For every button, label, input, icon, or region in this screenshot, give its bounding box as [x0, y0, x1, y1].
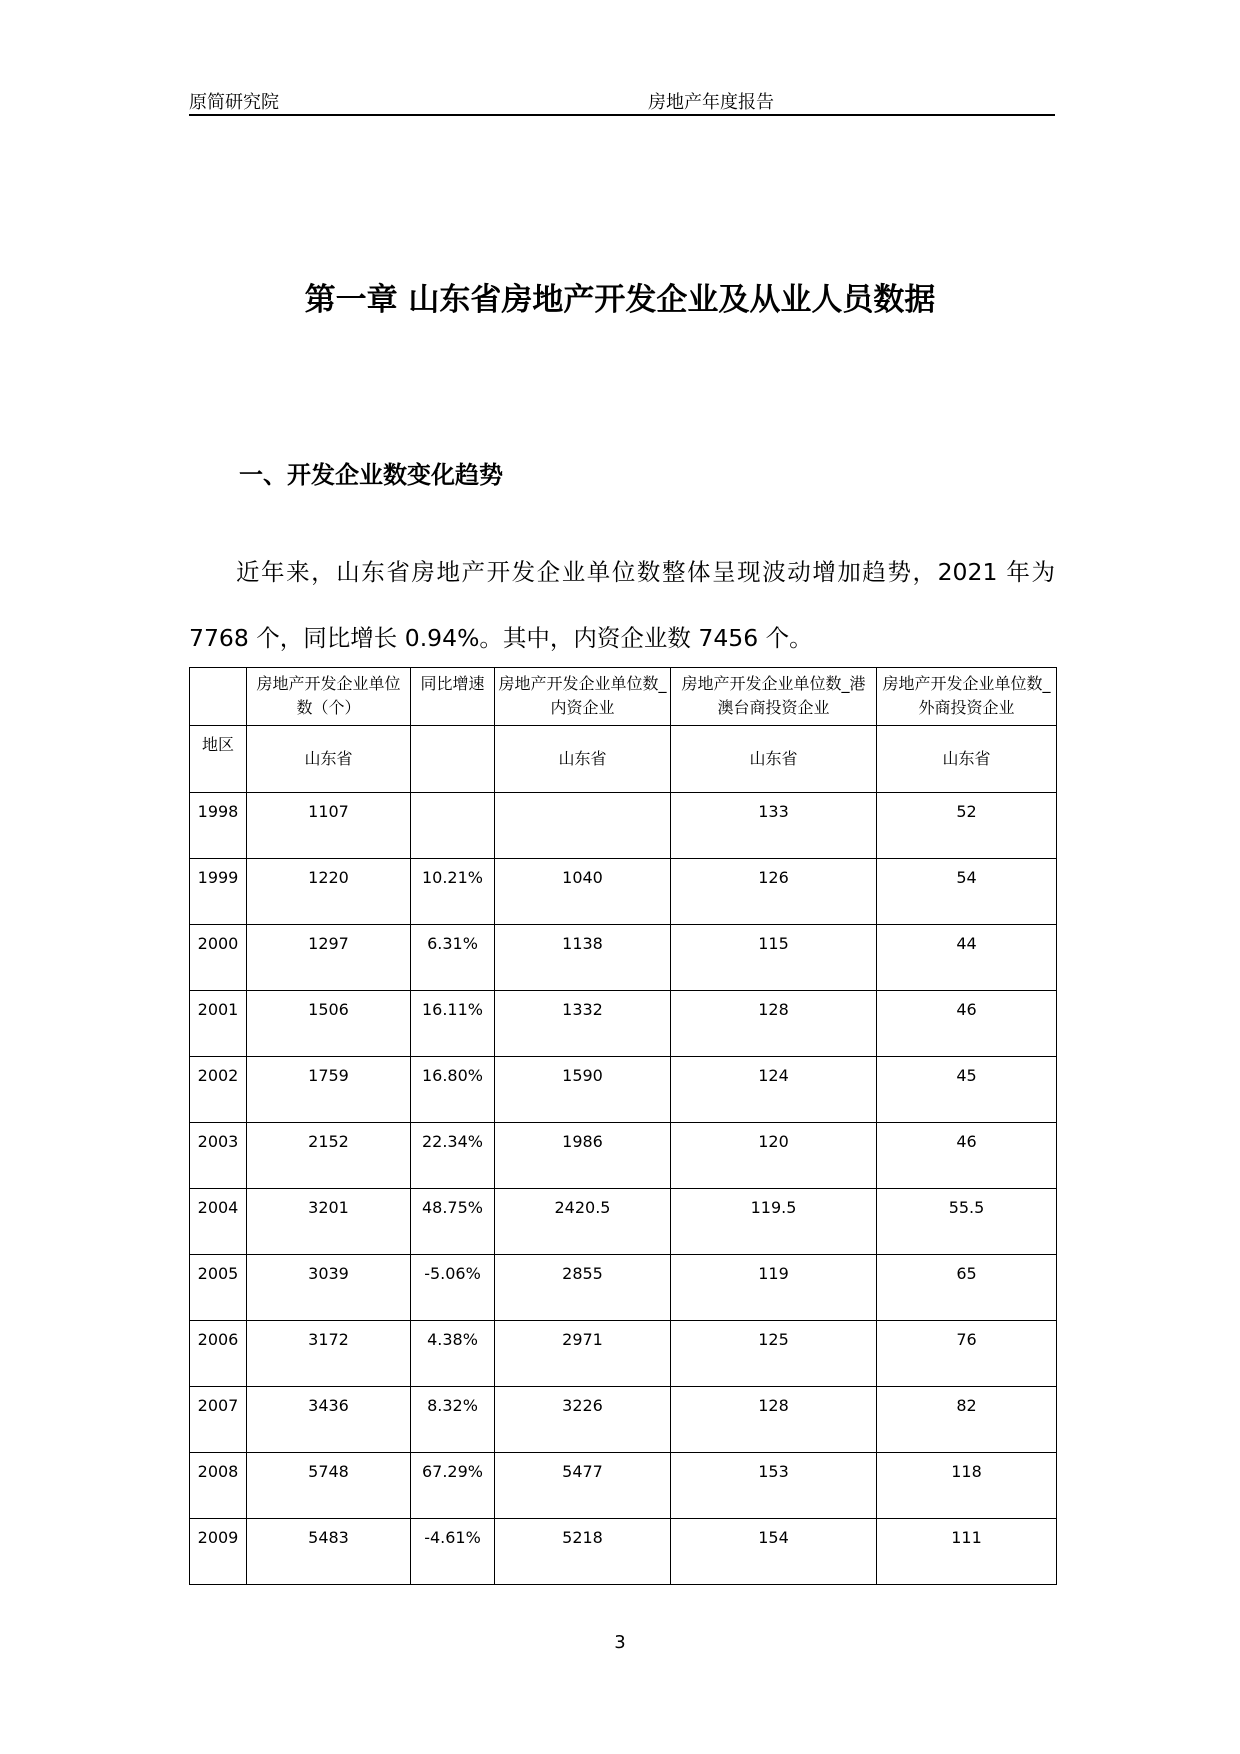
table-row — [190, 1519, 1057, 1585]
data-cell: 65 — [877, 1255, 1057, 1321]
data-cell: -5.06% — [411, 1255, 495, 1321]
table-row — [190, 1453, 1057, 1519]
data-cell: 1138 — [495, 925, 671, 991]
table-row — [190, 1387, 1057, 1453]
data-cell: 2855 — [495, 1255, 671, 1321]
data-cell: 4.38% — [411, 1321, 495, 1387]
data-cell: 120 — [671, 1123, 877, 1189]
data-cell: 128 — [671, 991, 877, 1057]
header-cell — [190, 668, 247, 726]
header-report-title: 房地产年度报告 — [648, 92, 774, 113]
page-number: 3 — [614, 1632, 626, 1653]
data-cell — [495, 793, 671, 859]
data-cell: 1107 — [247, 793, 411, 859]
data-cell: 16.11% — [411, 991, 495, 1057]
data-cell: 118 — [877, 1453, 1057, 1519]
data-cell: 119 — [671, 1255, 877, 1321]
year-cell: 2002 — [190, 1057, 247, 1123]
data-cell: 5748 — [247, 1453, 411, 1519]
data-cell: 76 — [877, 1321, 1057, 1387]
data-cell: 154 — [671, 1519, 877, 1585]
data-cell: 48.75% — [411, 1189, 495, 1255]
year-cell: 2003 — [190, 1123, 247, 1189]
header-cell: 同比增速 — [411, 668, 495, 726]
data-cell: 3201 — [247, 1189, 411, 1255]
data-cell: 1590 — [495, 1057, 671, 1123]
data-cell: 1332 — [495, 991, 671, 1057]
table-row — [190, 793, 1057, 859]
header-cell: 房地产开发企业单位数_内资企业 — [495, 668, 671, 726]
table-row — [190, 1189, 1057, 1255]
year-cell: 2004 — [190, 1189, 247, 1255]
year-cell: 2009 — [190, 1519, 247, 1585]
header-cell: 房地产开发企业单位数_港澳台商投资企业 — [671, 668, 877, 726]
year-cell: 2007 — [190, 1387, 247, 1453]
data-cell: 128 — [671, 1387, 877, 1453]
region-cell: 山东省 — [877, 726, 1057, 793]
table-row — [190, 859, 1057, 925]
table-row — [190, 1057, 1057, 1123]
data-cell: 1506 — [247, 991, 411, 1057]
region-cell — [411, 726, 495, 793]
data-cell: -4.61% — [411, 1519, 495, 1585]
data-cell: 5218 — [495, 1519, 671, 1585]
header-org: 原简研究院 — [189, 92, 279, 113]
data-cell: 55.5 — [877, 1189, 1057, 1255]
data-cell: 82 — [877, 1387, 1057, 1453]
table-row — [190, 1123, 1057, 1189]
table-header-row — [190, 668, 1057, 726]
data-cell: 1040 — [495, 859, 671, 925]
table-row — [190, 925, 1057, 991]
region-cell: 山东省 — [247, 726, 411, 793]
body-paragraph: 近年来，山东省房地产开发企业单位数整体呈现波动增加趋势，2021 年为 7768 个，同比增长 0.94%。其中，内资企业数 7456 个。 — [189, 558, 1055, 652]
table-region-row — [190, 726, 1057, 793]
data-cell: 10.21% — [411, 859, 495, 925]
region-label-cell: 地区 — [190, 726, 247, 793]
data-cell: 45 — [877, 1057, 1057, 1123]
data-cell: 22.34% — [411, 1123, 495, 1189]
chapter-title: 第一章 山东省房地产开发企业及从业人员数据 — [304, 282, 936, 318]
enterprise-count-table — [189, 667, 1057, 1585]
data-cell: 8.32% — [411, 1387, 495, 1453]
data-cell: 1759 — [247, 1057, 411, 1123]
table-row — [190, 1255, 1057, 1321]
region-cell: 山东省 — [495, 726, 671, 793]
year-cell: 2006 — [190, 1321, 247, 1387]
data-cell: 16.80% — [411, 1057, 495, 1123]
data-cell: 52 — [877, 793, 1057, 859]
data-cell: 111 — [877, 1519, 1057, 1585]
table-row — [190, 1321, 1057, 1387]
year-cell: 2008 — [190, 1453, 247, 1519]
data-cell: 126 — [671, 859, 877, 925]
data-cell: 1986 — [495, 1123, 671, 1189]
data-cell — [411, 793, 495, 859]
data-cell: 1220 — [247, 859, 411, 925]
page-header — [189, 86, 1055, 116]
header-cell: 房地产开发企业单位数（个） — [247, 668, 411, 726]
data-cell: 3172 — [247, 1321, 411, 1387]
header-cell: 房地产开发企业单位数_外商投资企业 — [877, 668, 1057, 726]
data-cell: 124 — [671, 1057, 877, 1123]
data-cell: 125 — [671, 1321, 877, 1387]
section-title: 一、开发企业数变化趋势 — [239, 461, 503, 489]
data-cell: 133 — [671, 793, 877, 859]
data-cell: 3226 — [495, 1387, 671, 1453]
data-cell: 3436 — [247, 1387, 411, 1453]
data-cell: 67.29% — [411, 1453, 495, 1519]
data-cell: 5477 — [495, 1453, 671, 1519]
year-cell: 2000 — [190, 925, 247, 991]
data-cell: 1297 — [247, 925, 411, 991]
data-cell: 153 — [671, 1453, 877, 1519]
data-cell: 44 — [877, 925, 1057, 991]
year-cell: 1998 — [190, 793, 247, 859]
data-cell: 5483 — [247, 1519, 411, 1585]
year-cell: 2001 — [190, 991, 247, 1057]
data-cell: 46 — [877, 1123, 1057, 1189]
data-cell: 54 — [877, 859, 1057, 925]
table-row — [190, 991, 1057, 1057]
data-cell: 2420.5 — [495, 1189, 671, 1255]
region-cell: 山东省 — [671, 726, 877, 793]
year-cell: 2005 — [190, 1255, 247, 1321]
data-cell: 3039 — [247, 1255, 411, 1321]
data-cell: 46 — [877, 991, 1057, 1057]
data-cell: 119.5 — [671, 1189, 877, 1255]
data-cell: 6.31% — [411, 925, 495, 991]
data-cell: 2152 — [247, 1123, 411, 1189]
year-cell: 1999 — [190, 859, 247, 925]
data-cell: 115 — [671, 925, 877, 991]
data-cell: 2971 — [495, 1321, 671, 1387]
